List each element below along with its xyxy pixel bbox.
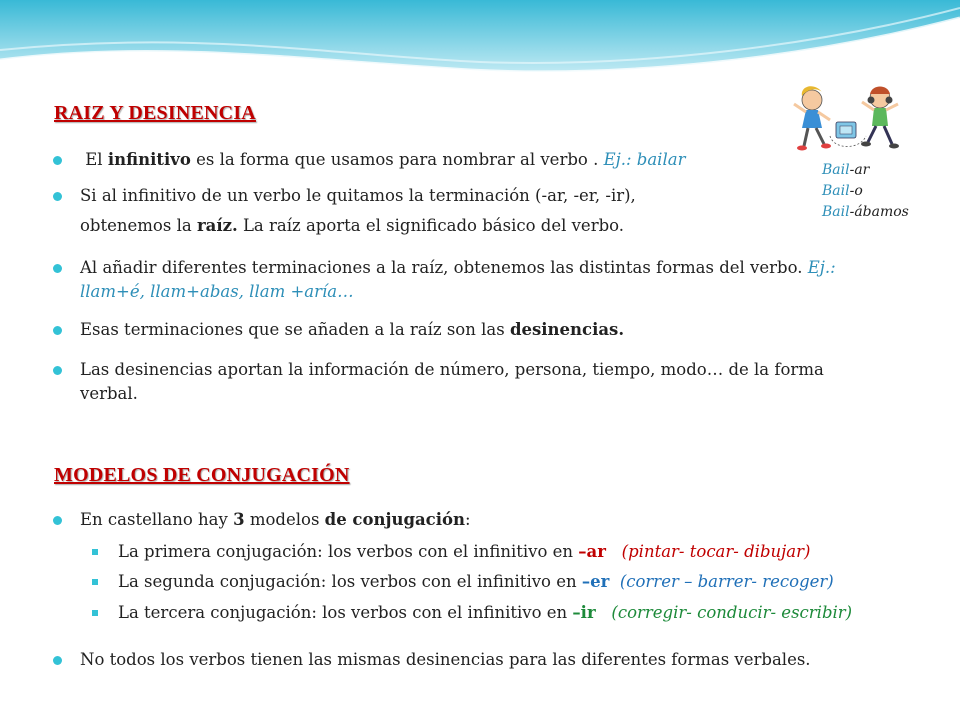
side-example: Bail-ábamos xyxy=(822,204,909,220)
header-wave-decoration xyxy=(0,0,960,90)
bullet-infinitivo: El infinitivo es la forma que usamos para nombrar al verbo . Ej.: bailar xyxy=(80,148,685,172)
conjugation-item-second: La segunda conjugación: los verbos con el infinitivo en –er (correr – barrer- recoger) xyxy=(118,570,834,594)
bullet-modelos-intro: En castellano hay 3 modelos de conjugación: xyxy=(80,508,471,532)
bullet-desinencias: Esas terminaciones que se añaden a la raíz son las desinencias. xyxy=(80,318,624,342)
bullet-raiz-line2: obtenemos la raíz. La raíz aporta el significado básico del verbo. xyxy=(80,216,625,235)
section-title-modelos: MODELOS DE CONJUGACIÓN xyxy=(54,464,350,486)
side-example: Bail-ar xyxy=(822,162,870,178)
conjugation-item-first: La primera conjugación: los verbos con el infinitivo en –ar (pintar- tocar- dibujar) xyxy=(118,540,810,564)
dancing-kids-illustration xyxy=(782,80,912,158)
bullet-no-todos: No todos los verbos tienen las mismas desinencias para las diferentes formas verbales. xyxy=(80,648,811,672)
side-examples xyxy=(822,160,909,223)
section-title-raiz: RAIZ Y DESINENCIA xyxy=(54,102,256,124)
bullet-informacion: Las desinencias aportan la información de número, persona, tiempo, modo… de la forma verbal. xyxy=(80,358,824,406)
bullet-raiz-line1: Si al infinitivo de un verbo le quitamos la terminación (-ar, -er, -ir), xyxy=(80,184,636,208)
bullet-terminaciones: Al añadir diferentes terminaciones a la raíz, obtenemos las distintas formas del verbo. Ej.: llam+é, llam+abas, llam +aría… xyxy=(80,256,836,304)
conjugation-item-third: La tercera conjugación: los verbos con el infinitivo en –ir (corregir- conducir- escribir) xyxy=(118,601,852,625)
side-example: Bail-o xyxy=(822,183,863,199)
